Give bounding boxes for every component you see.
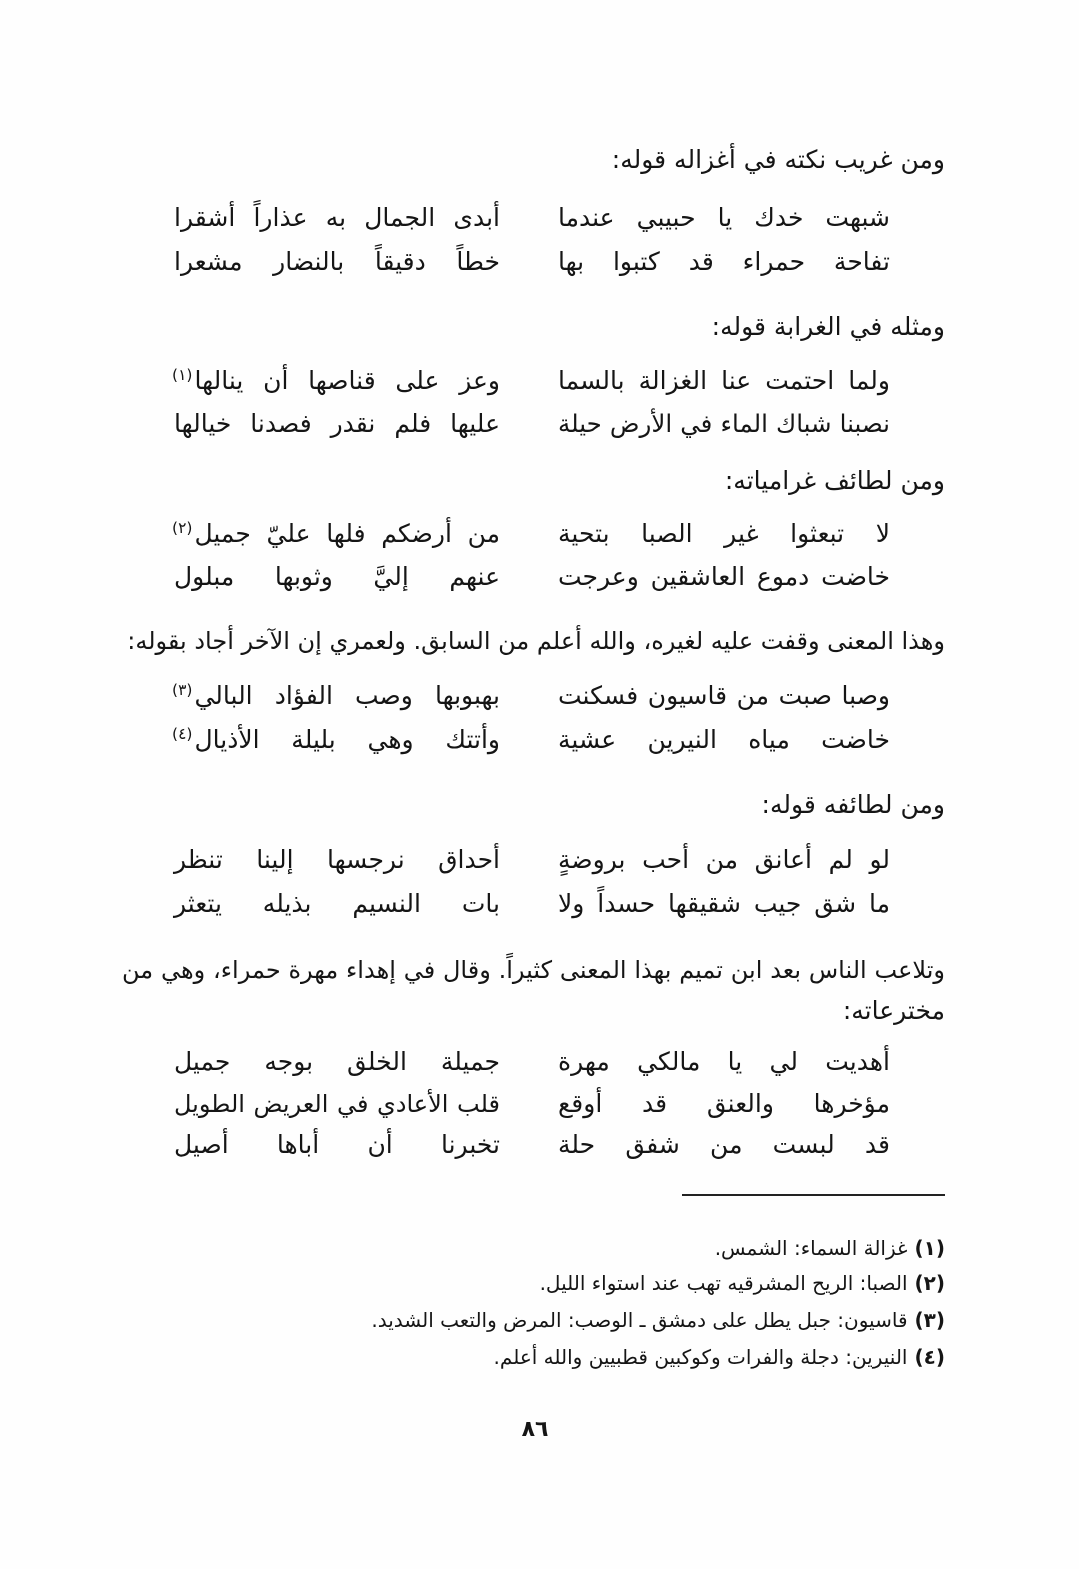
footnote-separator [682,1194,945,1196]
intro-line: ومن لطائفه قوله: [761,790,945,819]
hemistich-right: تفاحة حمراء قد كتبوا بها [558,247,890,276]
footnote-number: (٣) [914,1308,945,1332]
verse-row [0,883,1079,925]
hemistich-left [172,360,500,402]
verse-row [0,241,1079,283]
verse-row [0,1083,1079,1125]
footnote-text: الصبا: الريح المشرقيه تهب عند استواء الليل. [539,1271,908,1295]
hemistich-left [172,1041,500,1083]
verse-row [0,556,1079,598]
footnote-ref: (١) [172,366,193,385]
footnote-ref: (٢) [172,519,193,538]
hemistich-left-text: جميلة الخلق بوجه جميل [174,1047,500,1076]
footnote-text: غزالة السماء: الشمس. [714,1236,908,1260]
hemistich-left-text: بهبوبها وصب الفؤاد البالي [194,681,500,710]
hemistich-left-text: من أرضكم فلها عليّ جميل [194,519,500,548]
hemistich-left [172,719,500,761]
verse-row [0,719,1079,761]
hemistich-right: ما شق جيب شقيقها حسداً ولا [558,889,890,918]
paragraph-line: مخترعاته: [842,996,945,1025]
hemistich-left-text: تخبرنا أن أباها أصيل [174,1130,500,1159]
verse-row [0,675,1079,717]
verse-row [0,1041,1079,1083]
footnote-number: (٢) [914,1271,945,1295]
footnote-ref: (٣) [172,681,193,700]
hemistich-left [172,513,500,555]
hemistich-left [172,1124,500,1166]
hemistich-right: نصبنا شباك الماء في الأرض حيلة [558,409,890,438]
verse-row [0,839,1079,881]
footnote [122,1340,945,1374]
footnote-text: قاسيون: جبل يطل على دمشق ـ الوصب: المرض والتعب الشديد. [371,1308,908,1332]
footnote-number: (٤) [914,1345,945,1369]
intro-line: ومن لطائف غرامياته: [724,466,945,495]
hemistich-right: خاضت دموع العاشقين وعرجت [558,562,890,591]
footnote [122,1266,945,1300]
verse-row [0,1124,1079,1166]
verse-row [0,197,1079,239]
hemistich-right: مؤخرها والعنق قد أوقع [558,1089,890,1118]
hemistich-left-text: أبدى الجمال به عذاراً أشقرا [174,203,500,232]
page-number: ٨٦ [521,1417,549,1442]
hemistich-right: لو لم أعانق من أحب بروضةٍ [558,845,890,874]
intro-line: ومثله في الغرابة قوله: [711,312,945,341]
verse-row [0,360,1079,402]
hemistich-left-text: عنهم إليَّ وثوبها مبلول [174,562,500,591]
hemistich-left-text: بات النسيم بذيله يتعثر [174,889,500,918]
verse-row [0,513,1079,555]
hemistich-left [172,556,500,598]
hemistich-left-text: عليها فلم نقدر فصدنا خيالها [174,409,500,438]
hemistich-left-text: قلب الأعادي في العريض الطويل [174,1090,500,1118]
hemistich-left [172,675,500,717]
hemistich-left [172,883,500,925]
hemistich-left-text: وعز على قناصها أن ينالها [194,366,500,395]
hemistich-right: أهديت لي يا مالكي مهرة [558,1047,890,1076]
intro-line: ومن غريب نكته في أغزاله قوله: [611,145,945,174]
footnote-number: (١) [914,1236,945,1260]
footnote [122,1303,945,1337]
hemistich-left [172,197,500,239]
footnote-ref: (٤) [172,725,193,744]
hemistich-right: وصبا صبت من قاسيون فسكنت [558,681,890,710]
footnote-text: النيرين: دجلة والفرات وكوكبين قطبيين والله أعلم. [493,1345,908,1369]
hemistich-left-text: وأتتك وهي بليلة الأذيال [194,725,500,754]
hemistich-right: خاضت مياه النيرين عشية [558,725,890,754]
paragraph-line: وهذا المعنى وقفت عليه لغيره، والله أعلم من السابق. ولعمري إن الآخر أجاد بقوله: [127,627,945,655]
hemistich-left [172,1083,500,1125]
hemistich-left-text: أحداق نرجسها إلينا تنظر [174,845,500,874]
hemistich-right: ولما احتمت عنا الغزالة بالسما [558,366,890,395]
hemistich-left [172,839,500,881]
hemistich-left [172,241,500,283]
hemistich-left-text: خطاً دقيقاً بالنضار مشعرا [174,247,500,276]
hemistich-left [172,403,500,445]
hemistich-right: لا تبعثوا غير الصبا بتحية [558,519,890,548]
verse-row [0,403,1079,445]
hemistich-right: قد لبست من شفق حلة [558,1130,890,1159]
footnote [122,1231,945,1265]
hemistich-right: شبهت خدك يا حبيبي عندما [558,203,890,232]
paragraph-line: وتلاعب الناس بعد ابن تميم بهذا المعنى كثيراً. وقال في إهداء مهرة حمراء، وهي من [122,956,945,984]
